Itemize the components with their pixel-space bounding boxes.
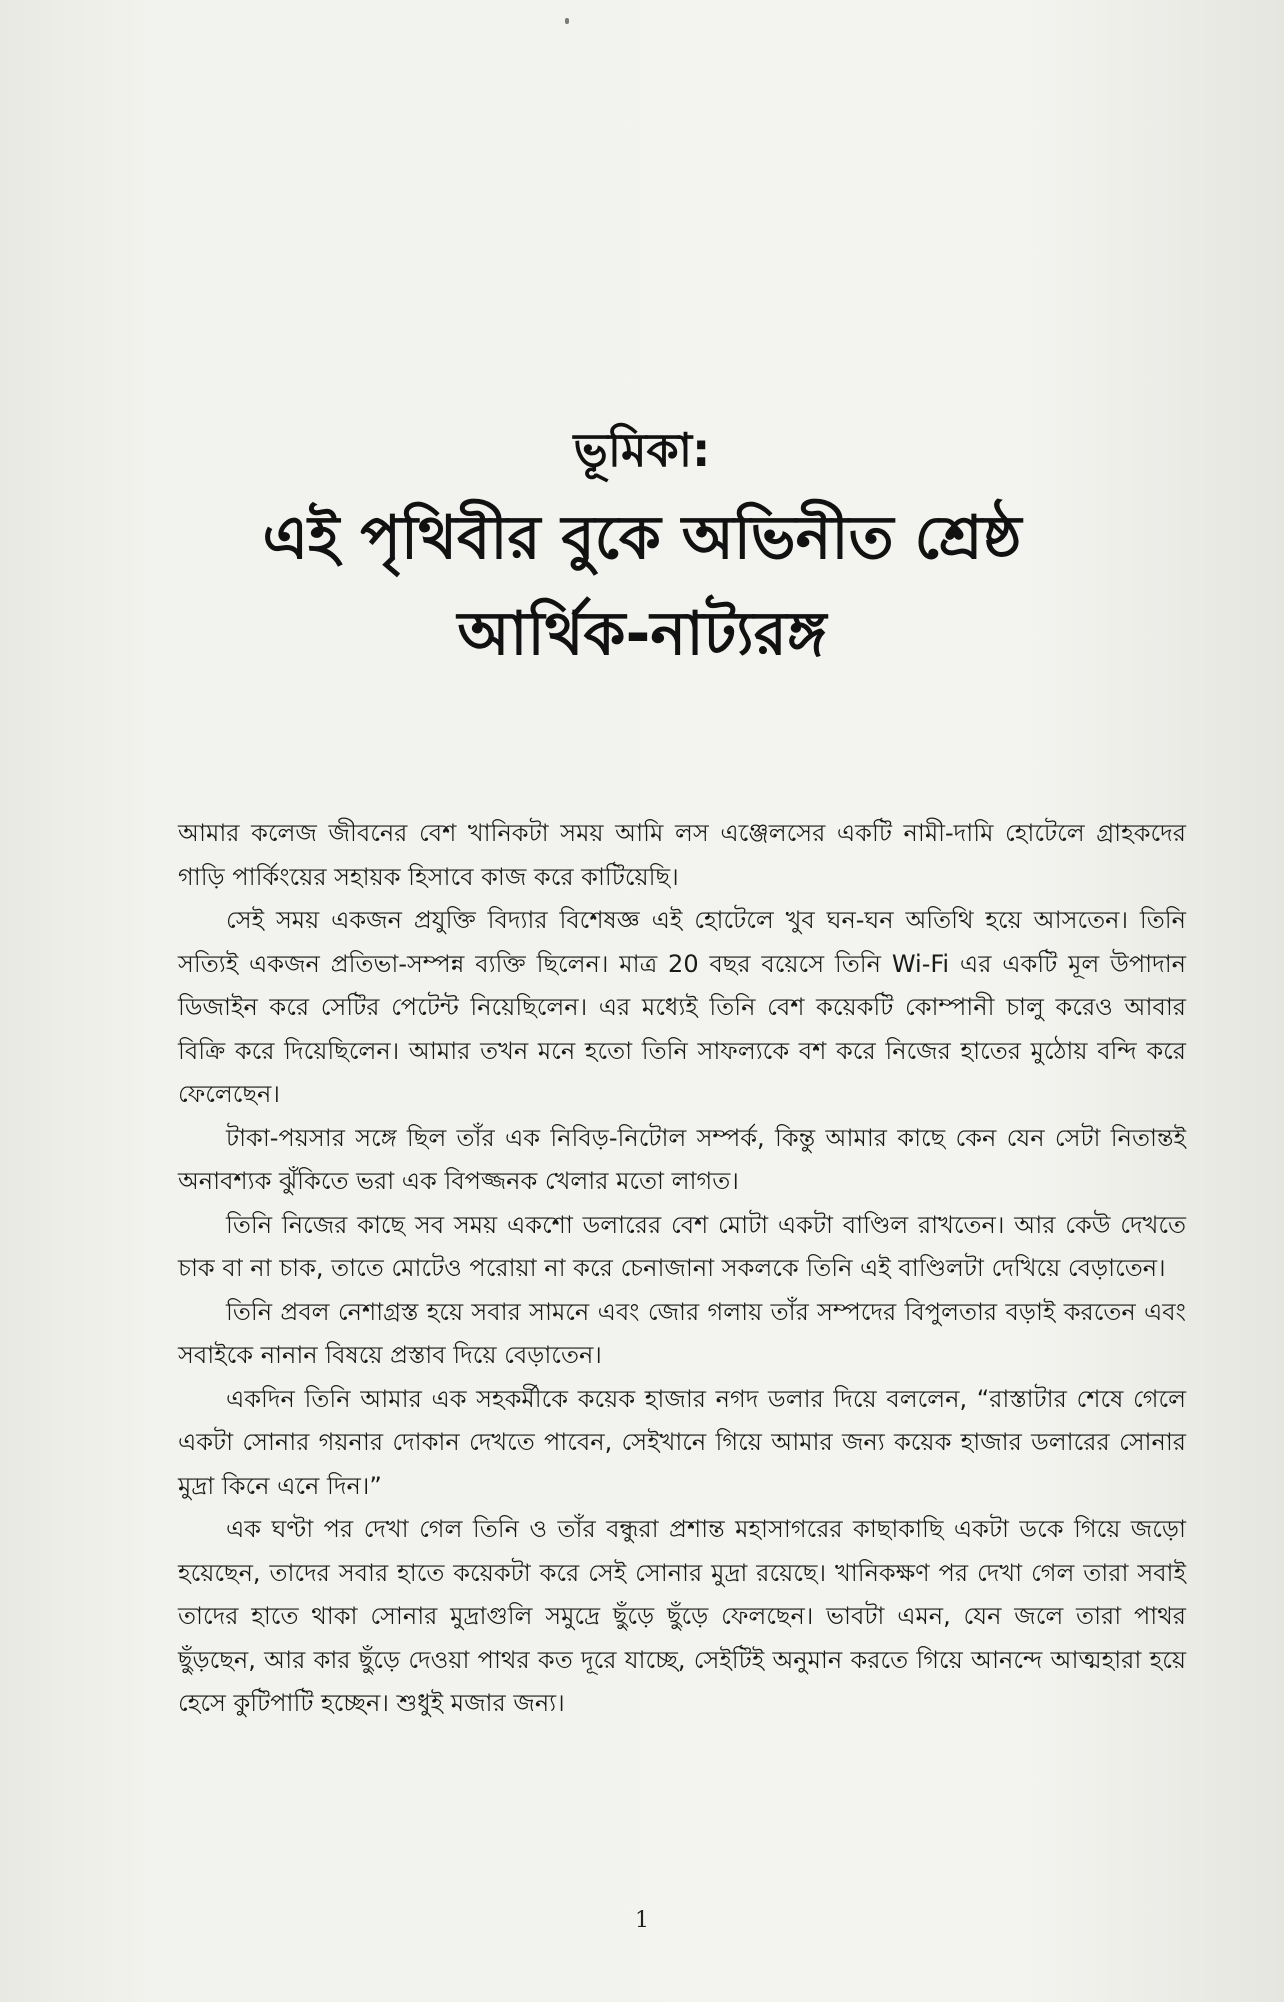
chapter-title-line-2: আর্থিক-নাট্যরঙ্গ: [457, 599, 827, 669]
chapter-title-line-1: এই পৃথিবীর বুকে অভিনীত শ্রেষ্ঠ: [262, 503, 1022, 573]
body-text: [178, 812, 1186, 1726]
chapter-heading: [180, 410, 1104, 682]
paragraph: তিনি প্রবল নেশাগ্রস্ত হয়ে সবার সামনে এবং জোর গলায় তাঁর সম্পদের বিপুলতার বড়াই করতেন এবং সবাইকে নানান বিষয়ে প্রস্তাব দিয়ে বেড়াতেন।: [178, 1297, 1186, 1369]
paragraph: আমার কলেজ জীবনের বেশ খানিকটা সময় আমি লস এঞ্জেলসের একটি নামী-দামি হোটেলে গ্রাহকদের গাড়ি পার্কিংয়ের সহায়ক হিসাবে কাজ করে কাটিয়েছি।: [178, 819, 1186, 891]
paragraph: একদিন তিনি আমার এক সহকর্মীকে কয়েক হাজার নগদ ডলার দিয়ে বললেন, “রাস্তাটার শেষে গেলে একটা সোনার গয়নার দোকান দেখতে পাবেন, সেইখানে গিয়ে আমার জন্য কয়েক হাজার ডলারের সোনার মুদ্রা কিনে এনে দিন।”: [178, 1384, 1186, 1500]
paragraph: সেই সময় একজন প্রযুক্তি বিদ্যার বিশেষজ্ঞ এই হোটেলে খুব ঘন-ঘন অতিথি হয়ে আসতেন। তিনি সত্যিই একজন প্রতিভা-সম্পন্ন ব্যক্তি ছিলেন। মাত্র 20 বছর বয়েসে তিনি Wi-Fi এর একটি মূল উপাদান ডিজাইন করে সেটির পেটেন্ট নিয়েছিলেন। এর মধ্যেই তিনি বেশ কয়েকটি কোম্পানী চালু করেও আবার বিক্রি করে দিয়েছিলেন। আমার তখন মনে হতো তিনি সাফল্যকে বশ করে নিজের হাতের মুঠোয় বন্দি করে ফেলেছেন।: [178, 906, 1186, 1108]
chapter-label: ভূমিকা:: [573, 423, 711, 477]
paper-speck: [565, 18, 569, 24]
paragraph: তিনি নিজের কাছে সব সময় একশো ডলারের বেশ মোটা একটা বাণ্ডিল রাখতেন। আর কেউ দেখতে চাক বা না চাক, তাতে মোটেও পরোয়া না করে চেনাজানা সকলকে তিনি এই বাণ্ডিলটা দেখিয়ে বেড়াতেন।: [178, 1210, 1186, 1282]
page-number: 1: [635, 1908, 649, 1933]
paragraph: এক ঘণ্টা পর দেখা গেল তিনি ও তাঁর বন্ধুরা প্রশান্ত মহাসাগরের কাছাকাছি একটা ডকে গিয়ে জড়ো হয়েছেন, তাদের সবার হাতে কয়েকটা করে সেই সোনার মুদ্রা রয়েছে। খানিকক্ষণ পর দেখা গেল তারা সবাই তাদের হাতে থাকা সোনার মুদ্রাগুলি সমুদ্রে ছুঁড়ে ছুঁড়ে ফেলছেন। ভাবটা এমন, যেন জলে তারা পাথর ছুঁড়ছেন, আর কার ছুঁড়ে দেওয়া পাথর কত দূরে যাচ্ছে, সেইটিই অনুমান করতে গিয়ে আনন্দে আত্মহারা হয়ে হেসে কুটিপাটি হচ্ছেন। শুধুই মজার জন্য।: [178, 1515, 1186, 1717]
paragraph: টাকা-পয়সার সঙ্গে ছিল তাঁর এক নিবিড়-নিটোল সম্পর্ক, কিন্তু আমার কাছে কেন যেন সেটা নিতান্তই অনাবশ্যক ঝুঁকিতে ভরা এক বিপজ্জনক খেলার মতো লাগত।: [178, 1123, 1186, 1195]
